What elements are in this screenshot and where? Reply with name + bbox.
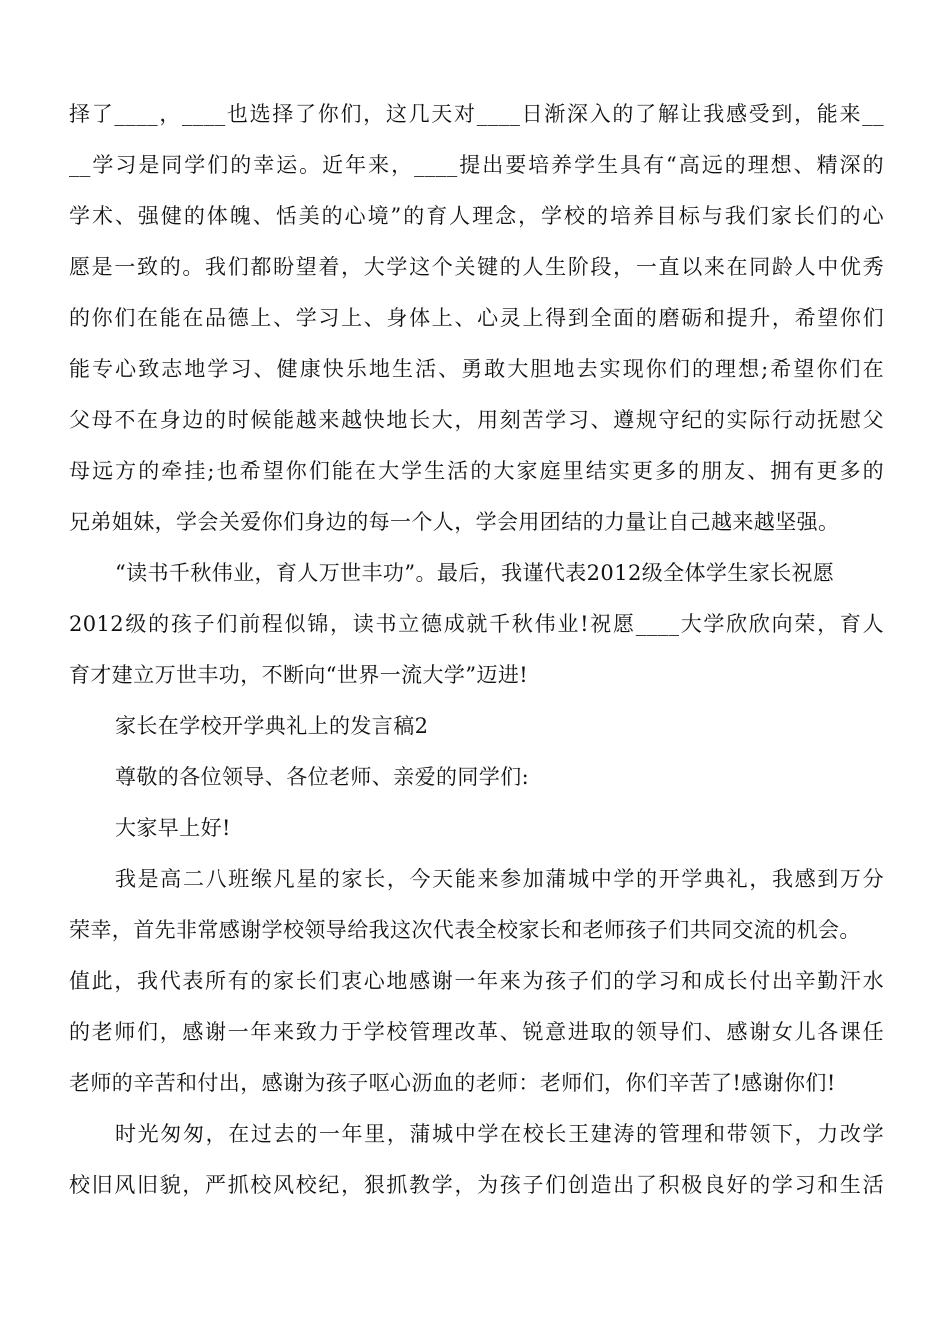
text-line: 的你们在能在品德上、学习上、身体上、心灵上得到全面的磨砺和提升，希望你们 [69,306,884,330]
text-line: __学习是同学们的幸运。近年来，____提出要培养学生具有“高远的理想、精深的 [69,153,884,177]
text-line: 母远方的牵挂;也希望你们能在大学生活的大家庭里结实更多的朋友、拥有更多的 [69,459,884,483]
salutation: 尊敬的各位领导、各位老师、亲爱的同学们: [115,765,530,789]
section-heading: 家长在学校开学典礼上的发言稿2 [115,714,429,738]
greeting: 大家早上好! [115,816,231,840]
text-line: 择了____，____也选择了你们，这几天对____日渐深入的了解让我感受到，能来__ [69,102,884,126]
text-line: 兄弟姐妹，学会关爱你们身边的每一个人，学会用团结的力量让自己越来越坚强。 [69,510,840,534]
text-line: 愿是一致的。我们都盼望着，大学这个关键的人生阶段，一直以来在同龄人中优秀 [69,255,884,279]
document-body [69,89,884,1211]
text-line: 育才建立万世丰功，不断向“世界一流大学”迈进! [69,663,529,687]
text-line: 2012级的孩子们前程似锦，读书立德成就千秋伟业!祝愿____大学欣欣向荣，育人 [69,612,884,636]
text-line: “读书千秋伟业，育人万世丰功”。最后，我谨代表2012级全体学生家长祝愿 [115,561,835,585]
text-line: 值此，我代表所有的家长们衷心地感谢一年来为孩子们的学习和成长付出辛勤汗水 [69,969,884,993]
text-line: 老师的辛苦和付出，感谢为孩子呕心沥血的老师：老师们，你们辛苦了!感谢你们! [69,1071,836,1095]
text-line: 能专心致志地学习、健康快乐地生活、勇敢大胆地去实现你们的理想;希望你们在 [69,357,884,381]
text-line: 的老师们，感谢一年来致力于学校管理改革、锐意进取的领导们、感谢女儿各课任 [69,1020,884,1044]
text-line: 荣幸，首先非常感谢学校领导给我这次代表全校家长和老师孩子们共同交流的机会。 [69,918,861,942]
text-line: 学术、强健的体魄、恬美的心境”的育人理念，学校的培养目标与我们家长们的心 [69,204,884,228]
text-line: 父母不在身边的时候能越来越快地长大，用刻苦学习、遵规守纪的实际行动抚慰父 [69,408,884,432]
text-line: 时光匆匆，在过去的一年里，蒲城中学在校长王建涛的管理和带领下，力改学 [115,1122,884,1146]
text-line: 我是高二八班缑凡星的家长，今天能来参加蒲城中学的开学典礼，我感到万分 [115,867,884,891]
text-line: 校旧风旧貌，严抓校风校纪，狠抓教学，为孩子们创造出了积极良好的学习和生活 [69,1173,884,1197]
